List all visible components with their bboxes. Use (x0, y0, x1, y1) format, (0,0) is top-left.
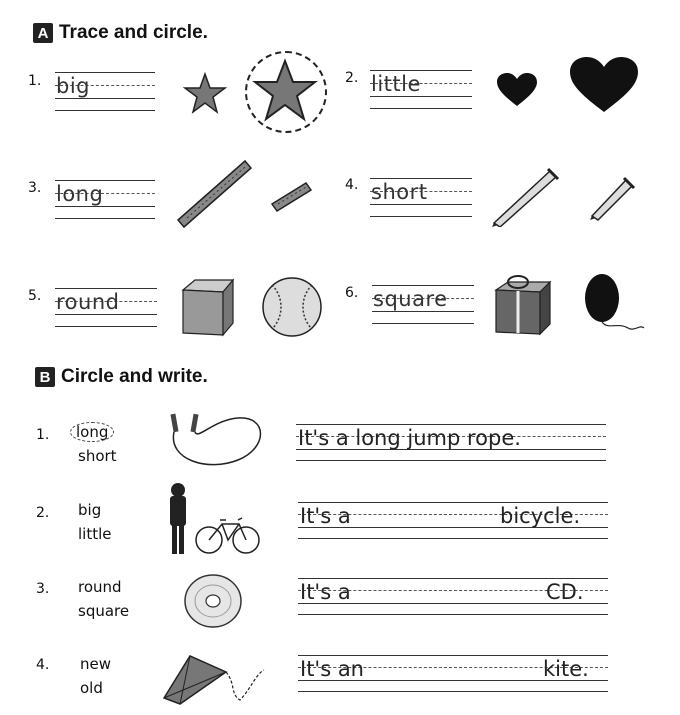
a-item-4-number: 4. (345, 177, 359, 193)
b-item-1-sentence (298, 426, 521, 450)
section-b-title: Circle and write. (61, 366, 208, 387)
b-item-3-options (78, 575, 129, 623)
b-item-3-sentence-end: CD. (546, 580, 584, 604)
section-b-heading (35, 366, 208, 388)
b-item-1-option-2[interactable]: short (78, 447, 117, 465)
a-item-3-trace-word: long (56, 182, 104, 206)
big-star-icon[interactable] (252, 58, 318, 122)
a-item-6-trace-word: square (373, 287, 448, 311)
long-pencil-icon[interactable] (490, 165, 560, 227)
jump-rope-icon (158, 410, 270, 474)
b-item-1-sentence-start: It's a (298, 426, 349, 450)
a-item-1-number: 1. (28, 73, 42, 89)
long-ruler-icon[interactable] (175, 158, 253, 230)
b-item-2-number: 2. (36, 505, 50, 521)
gift-box-icon[interactable] (492, 272, 554, 336)
b-item-1-option-1[interactable]: long (70, 422, 114, 442)
b-item-3-sentence-start: It's a (300, 580, 351, 604)
a-item-2-number: 2. (345, 70, 359, 86)
b-item-1-answer[interactable]: long (355, 426, 401, 450)
small-star-icon[interactable] (183, 72, 227, 114)
short-ruler-icon[interactable] (270, 180, 314, 214)
a-item-1-trace-word: big (56, 74, 90, 98)
b-item-4-options (80, 652, 111, 700)
a-item-6-number: 6. (345, 285, 359, 301)
b-item-3-option-2[interactable]: square (78, 602, 130, 620)
b-item-2-option-2[interactable]: little (78, 525, 112, 543)
a-item-5-trace-word: round (56, 290, 120, 314)
small-heart-icon[interactable] (496, 72, 538, 108)
b-item-3-option-1[interactable]: round (78, 578, 122, 596)
big-heart-icon[interactable] (569, 56, 639, 114)
b-item-2-option-1[interactable]: big (78, 501, 102, 519)
b-item-4-option-1[interactable]: new (80, 655, 112, 673)
b-item-4-option-2[interactable]: old (80, 679, 103, 697)
b-item-2-options (78, 498, 112, 546)
b-item-2-sentence-end: bicycle. (500, 504, 581, 528)
short-pencil-icon[interactable] (588, 172, 638, 222)
a-item-2-trace-word: little (371, 72, 421, 96)
baseball-icon[interactable] (260, 275, 324, 339)
girl-with-bicycle-icon (164, 480, 264, 560)
section-b-badge: B (35, 367, 55, 387)
b-item-3-number: 3. (36, 581, 50, 597)
a-item-5-number: 5. (28, 288, 42, 304)
b-item-1-sentence-end: jump rope. (407, 426, 521, 450)
b-item-4-number: 4. (36, 657, 50, 673)
b-item-2-sentence-start: It's a (300, 504, 351, 528)
section-a-title: Trace and circle. (59, 22, 208, 43)
b-item-1-options (70, 420, 117, 468)
balloon-icon[interactable] (580, 272, 646, 336)
kite-icon (160, 650, 270, 710)
b-item-4-sentence-start: It's an (300, 657, 364, 681)
b-item-4-sentence-end: kite. (543, 657, 589, 681)
b-item-1-number: 1. (36, 427, 50, 443)
cd-disc-icon (183, 573, 243, 629)
section-a-badge: A (33, 23, 53, 43)
section-a-heading (33, 22, 208, 44)
box-cube-icon[interactable] (178, 278, 236, 338)
a-item-4-trace-word: short (371, 180, 428, 204)
a-item-3-number: 3. (28, 180, 42, 196)
